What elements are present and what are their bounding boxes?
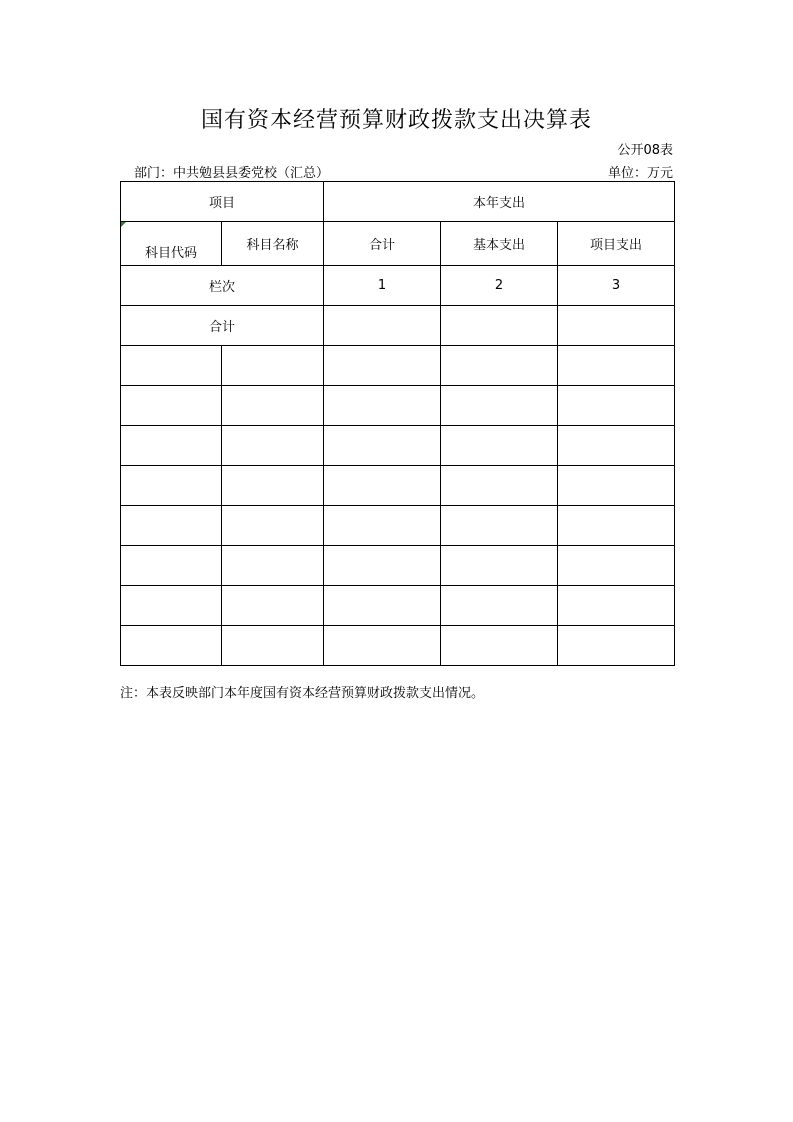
table-cell	[441, 586, 558, 626]
table-row	[121, 506, 675, 546]
table-cell	[558, 546, 675, 586]
table-cell	[222, 586, 324, 626]
table-cell	[121, 586, 222, 626]
table-cell	[441, 626, 558, 666]
table-cell	[441, 346, 558, 386]
table-cell	[121, 426, 222, 466]
table-cell	[222, 386, 324, 426]
table-cell	[222, 346, 324, 386]
table-cell	[558, 386, 675, 426]
column-number-3: 3	[558, 266, 675, 306]
table-row	[121, 346, 675, 386]
table-cell	[558, 426, 675, 466]
table-cell	[324, 346, 441, 386]
table-row	[121, 466, 675, 506]
table-cell	[121, 466, 222, 506]
total-header: 合计	[324, 222, 441, 266]
total-row-cell	[324, 306, 441, 346]
table-cell	[121, 346, 222, 386]
table-cell	[121, 546, 222, 586]
column-number-2: 2	[441, 266, 558, 306]
table-row	[121, 426, 675, 466]
subject-code-label: 科目代码	[144, 246, 197, 261]
table-cell	[441, 466, 558, 506]
table-cell	[324, 506, 441, 546]
total-row-label: 合计	[121, 306, 324, 346]
subject-name-header: 科目名称	[222, 222, 324, 266]
unit-label: 单位：万元	[607, 166, 673, 181]
current-year-expense-header: 本年支出	[324, 182, 675, 222]
table-cell	[558, 626, 675, 666]
table-cell	[441, 386, 558, 426]
empty-rows	[121, 346, 675, 666]
header-row-2	[121, 222, 675, 266]
table-cell	[324, 466, 441, 506]
table-cell	[324, 626, 441, 666]
table-cell	[441, 546, 558, 586]
expense-table	[120, 181, 675, 666]
table-row	[121, 626, 675, 666]
table-cell	[222, 546, 324, 586]
column-number-1: 1	[324, 266, 441, 306]
table-cell	[222, 426, 324, 466]
table-cell	[324, 586, 441, 626]
table-row	[121, 386, 675, 426]
column-number-label: 栏次	[121, 266, 324, 306]
table-cell	[222, 506, 324, 546]
cell-comment-marker	[121, 222, 126, 227]
table-cell	[222, 466, 324, 506]
table-cell	[324, 426, 441, 466]
table-cell	[558, 506, 675, 546]
table-cell	[121, 506, 222, 546]
table-cell	[324, 386, 441, 426]
department-label: 部门：中共勉县县委党校（汇总）	[134, 166, 330, 181]
total-row-cell	[558, 306, 675, 346]
form-code: 公开08表	[617, 143, 673, 158]
table-cell	[441, 506, 558, 546]
table-row	[121, 586, 675, 626]
basic-expense-header: 基本支出	[441, 222, 558, 266]
table-cell	[121, 626, 222, 666]
table-cell	[558, 346, 675, 386]
page-title: 国有资本经营预算财政拨款支出决算表	[200, 108, 592, 133]
total-row	[121, 306, 675, 346]
footnote: 注：本表反映部门本年度国有资本经营预算财政拨款支出情况。	[120, 686, 485, 701]
table-cell	[441, 426, 558, 466]
column-number-row	[121, 266, 675, 306]
table-cell	[121, 386, 222, 426]
project-expense-header: 项目支出	[558, 222, 675, 266]
subject-code-header	[121, 222, 222, 266]
table-cell	[324, 546, 441, 586]
table-cell	[558, 586, 675, 626]
table-cell	[558, 466, 675, 506]
table-cell	[222, 626, 324, 666]
item-header: 项目	[121, 182, 324, 222]
total-row-cell	[441, 306, 558, 346]
header-row-1	[121, 182, 675, 222]
table-row	[121, 546, 675, 586]
